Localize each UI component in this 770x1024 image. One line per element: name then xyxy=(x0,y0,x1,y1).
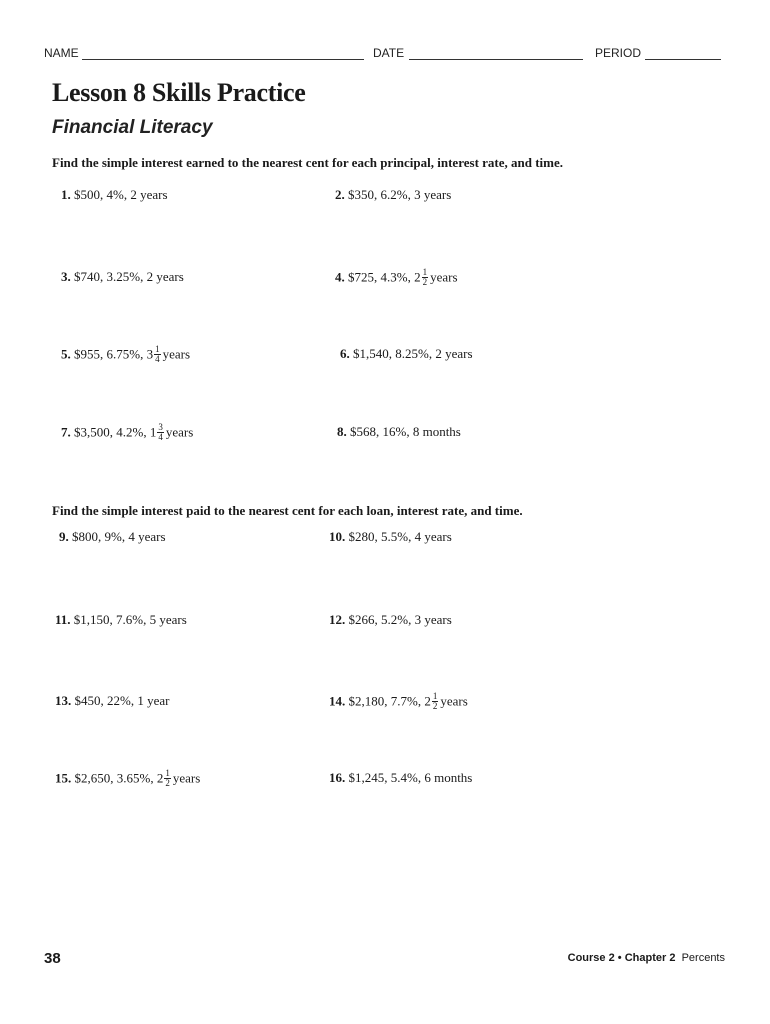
fraction xyxy=(164,769,171,788)
problem-text: $1,540, 8.25%, 2 years xyxy=(353,346,473,361)
problem-unit: years xyxy=(440,693,468,709)
problem-item xyxy=(61,424,193,443)
problem-text: $350, 6.2%, 3 years xyxy=(348,187,452,202)
problem-text: $2,180, 7.7%, 2 xyxy=(348,693,431,709)
problem-item xyxy=(59,529,166,545)
section2-instruction: Find the simple interest paid to the nearest cent for each loan, interest rate, and time. xyxy=(52,503,523,518)
name-field[interactable] xyxy=(82,59,364,60)
problem-unit: years xyxy=(162,346,191,362)
fraction-denominator: 2 xyxy=(165,778,170,788)
problem-item xyxy=(329,770,472,786)
problem-unit: years xyxy=(165,424,194,440)
problem-text: $800, 9%, 4 years xyxy=(72,529,166,544)
problem-item xyxy=(55,693,169,709)
name-label: NAME xyxy=(44,46,79,60)
problem-item xyxy=(61,269,184,285)
fraction xyxy=(157,423,164,442)
footer-bullet: • xyxy=(617,952,622,964)
problem-number: 3. xyxy=(61,269,71,284)
fraction-numerator: 3 xyxy=(158,422,163,432)
problem-text: $1,150, 7.6%, 5 years xyxy=(73,612,187,627)
problem-unit: years xyxy=(430,269,458,285)
fraction xyxy=(422,268,429,287)
problem-item xyxy=(61,187,168,203)
fraction-denominator: 2 xyxy=(432,701,438,711)
problem-text: $725, 4.3%, 2 xyxy=(348,269,421,285)
problem-number: 5. xyxy=(61,346,71,362)
fraction-numerator: 1 xyxy=(432,691,438,701)
problem-number: 11. xyxy=(55,612,71,627)
fraction-numerator: 1 xyxy=(422,267,428,277)
problem-text: $3,500, 4.2%, 1 xyxy=(74,424,157,440)
problem-number: 7. xyxy=(61,424,71,440)
problem-number: 10. xyxy=(329,529,346,544)
date-label: DATE xyxy=(373,46,405,60)
problem-text: $266, 5.2%, 3 years xyxy=(348,612,452,627)
period-field[interactable] xyxy=(645,59,721,60)
problem-text: $280, 5.5%, 4 years xyxy=(348,529,452,544)
fraction xyxy=(154,345,161,364)
problem-unit: years xyxy=(172,770,201,786)
problem-item xyxy=(335,187,451,203)
problem-item xyxy=(335,269,458,288)
footer-course: Course 2 xyxy=(567,952,615,964)
problem-number: 9. xyxy=(59,529,69,544)
problem-number: 12. xyxy=(329,612,346,627)
footer-info xyxy=(568,952,725,964)
page-title: Lesson 8 Skills Practice xyxy=(52,78,306,107)
footer-topic: Percents xyxy=(681,952,725,964)
problem-number: 1. xyxy=(61,187,71,202)
fraction xyxy=(432,692,439,711)
problem-item xyxy=(55,612,187,628)
problem-text: $450, 22%, 1 year xyxy=(74,693,170,708)
footer-chapter: Chapter 2 xyxy=(624,952,676,964)
fraction-numerator: 1 xyxy=(155,344,160,354)
problem-text: $955, 6.75%, 3 xyxy=(74,346,154,362)
page-number: 38 xyxy=(44,950,61,967)
period-label: PERIOD xyxy=(595,46,642,60)
page-subtitle: Financial Literacy xyxy=(52,117,213,138)
problem-text: $568, 16%, 8 months xyxy=(350,424,461,439)
problem-number: 4. xyxy=(335,269,345,285)
fraction-denominator: 4 xyxy=(155,354,160,364)
problem-item xyxy=(329,612,452,628)
problem-item xyxy=(329,693,468,712)
problem-item xyxy=(61,346,190,365)
problem-number: 16. xyxy=(329,770,346,785)
problem-item xyxy=(55,770,200,789)
fraction-denominator: 4 xyxy=(158,432,163,442)
problem-text: $740, 3.25%, 2 years xyxy=(74,269,184,284)
section1-instruction: Find the simple interest earned to the nearest cent for each principal, interest rate, and time. xyxy=(52,155,564,170)
problem-number: 13. xyxy=(55,693,72,708)
problem-item xyxy=(329,529,452,545)
fraction-denominator: 2 xyxy=(422,277,428,287)
problem-number: 14. xyxy=(329,693,346,709)
problem-text: $500, 4%, 2 years xyxy=(74,187,168,202)
fraction-numerator: 1 xyxy=(165,768,170,778)
problem-item xyxy=(340,346,473,362)
problem-item xyxy=(337,424,461,440)
problem-number: 2. xyxy=(335,187,345,202)
problem-text: $2,650, 3.65%, 2 xyxy=(74,770,164,786)
problem-number: 6. xyxy=(340,346,350,361)
problem-number: 8. xyxy=(337,424,347,439)
problem-text: $1,245, 5.4%, 6 months xyxy=(348,770,473,785)
problem-number: 15. xyxy=(55,770,72,786)
date-field[interactable] xyxy=(409,59,583,60)
